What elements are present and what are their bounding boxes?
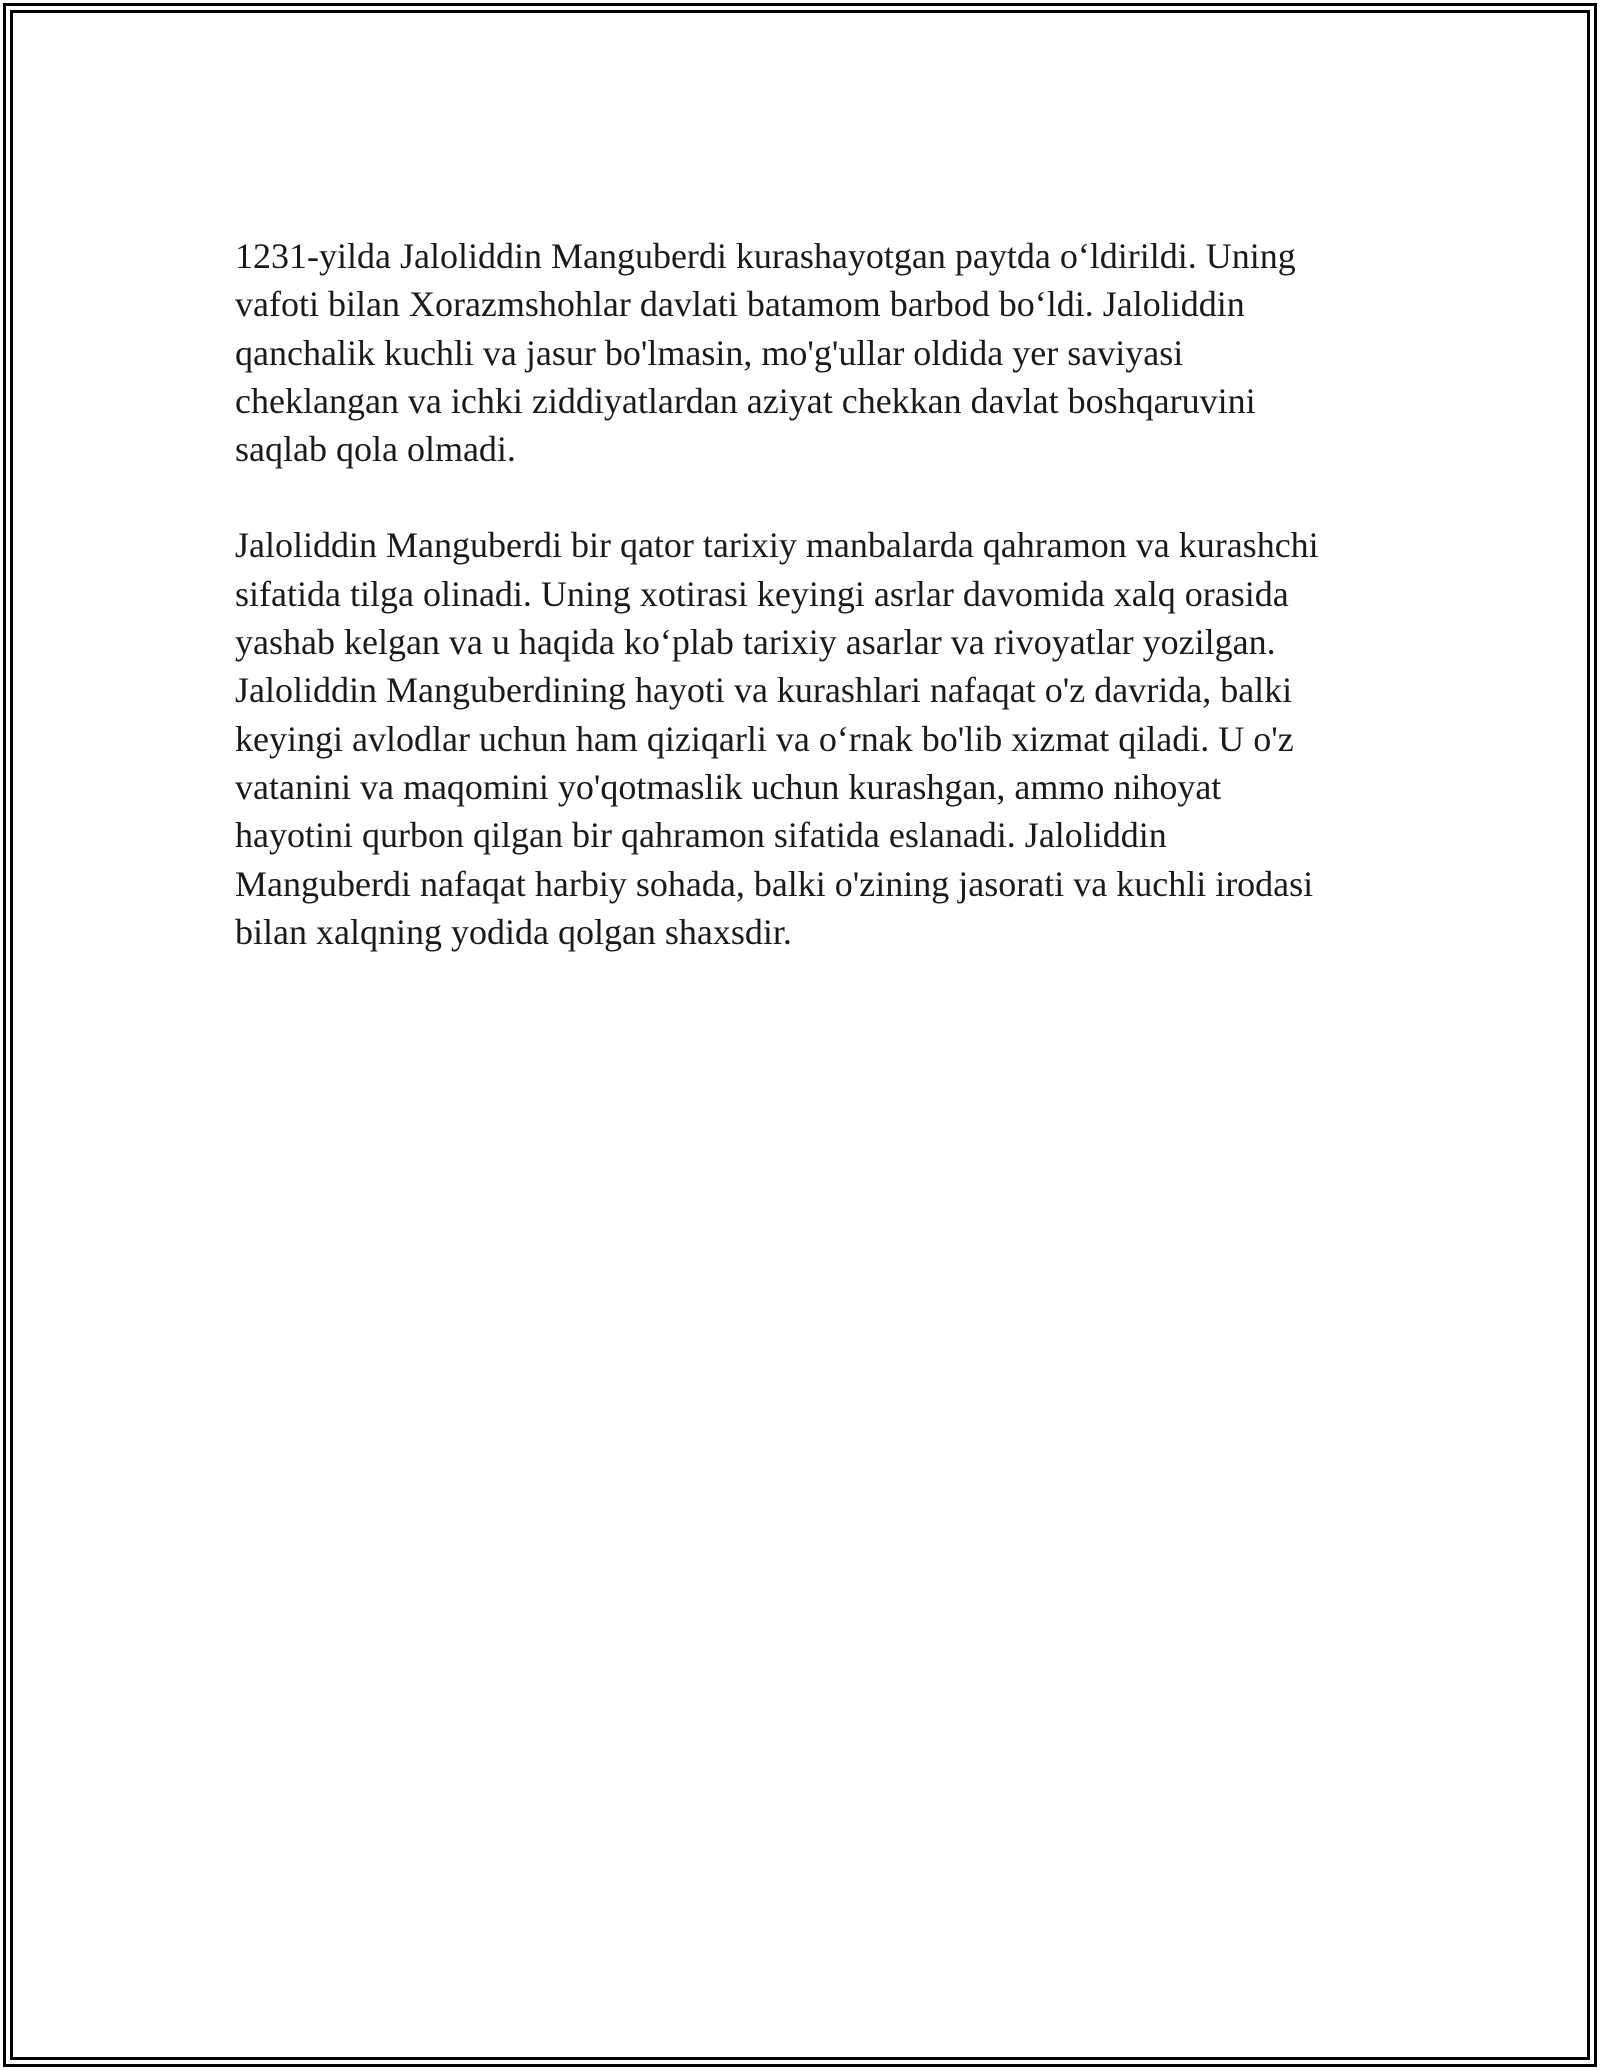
document-body bbox=[235, 232, 1365, 1004]
paragraph-line: vatanini va maqomini yo'qotmaslik uchun kurashgan, ammo nihoyat bbox=[235, 766, 1222, 807]
paragraph-line: yashab kelgan va u haqida ko‘plab tarixiy asarlar va rivoyatlar yozilgan. bbox=[235, 622, 1276, 663]
paragraph-line: hayotini qurbon qilgan bir qahramon sifatida eslanadi. Jaloliddin bbox=[235, 815, 1167, 856]
paragraph-line: qanchalik kuchli va jasur bo'lmasin, mo'g'ullar oldida yer saviyasi bbox=[235, 332, 1184, 373]
paragraph-1 bbox=[235, 232, 1365, 473]
paragraph-line: Jaloliddin Manguberdi bir qator tarixiy manbalarda qahramon va kurashchi bbox=[235, 525, 1319, 566]
paragraph-line: keyingi avlodlar uchun ham qiziqarli va o‘rnak bo'lib xizmat qiladi. U o'z bbox=[235, 718, 1294, 759]
paragraph-line: saqlab qola olmadi. bbox=[235, 429, 516, 470]
paragraph-line: sifatida tilga olinadi. Uning xotirasi keyingi asrlar davomida xalq orasida bbox=[235, 573, 1289, 614]
paragraph-line: vafoti bilan Xorazmshohlar davlati batamom barbod bo‘ldi. Jaloliddin bbox=[235, 284, 1245, 325]
paragraph-line: Jaloliddin Manguberdining hayoti va kurashlari nafaqat o'z davrida, balki bbox=[235, 670, 1293, 711]
paragraph-2 bbox=[235, 521, 1365, 956]
paragraph-line: cheklangan va ichki ziddiyatlardan aziyat chekkan davlat boshqaruvini bbox=[235, 380, 1256, 421]
paragraph-line: bilan xalqning yodida qolgan shaxsdir. bbox=[235, 911, 792, 952]
paragraph-line: 1231-yilda Jaloliddin Manguberdi kurashayotgan paytda o‘ldirildi. Uning bbox=[235, 236, 1296, 276]
paragraph-line: Manguberdi nafaqat harbiy sohada, balki o'zining jasorati va kuchli irodasi bbox=[235, 863, 1314, 904]
